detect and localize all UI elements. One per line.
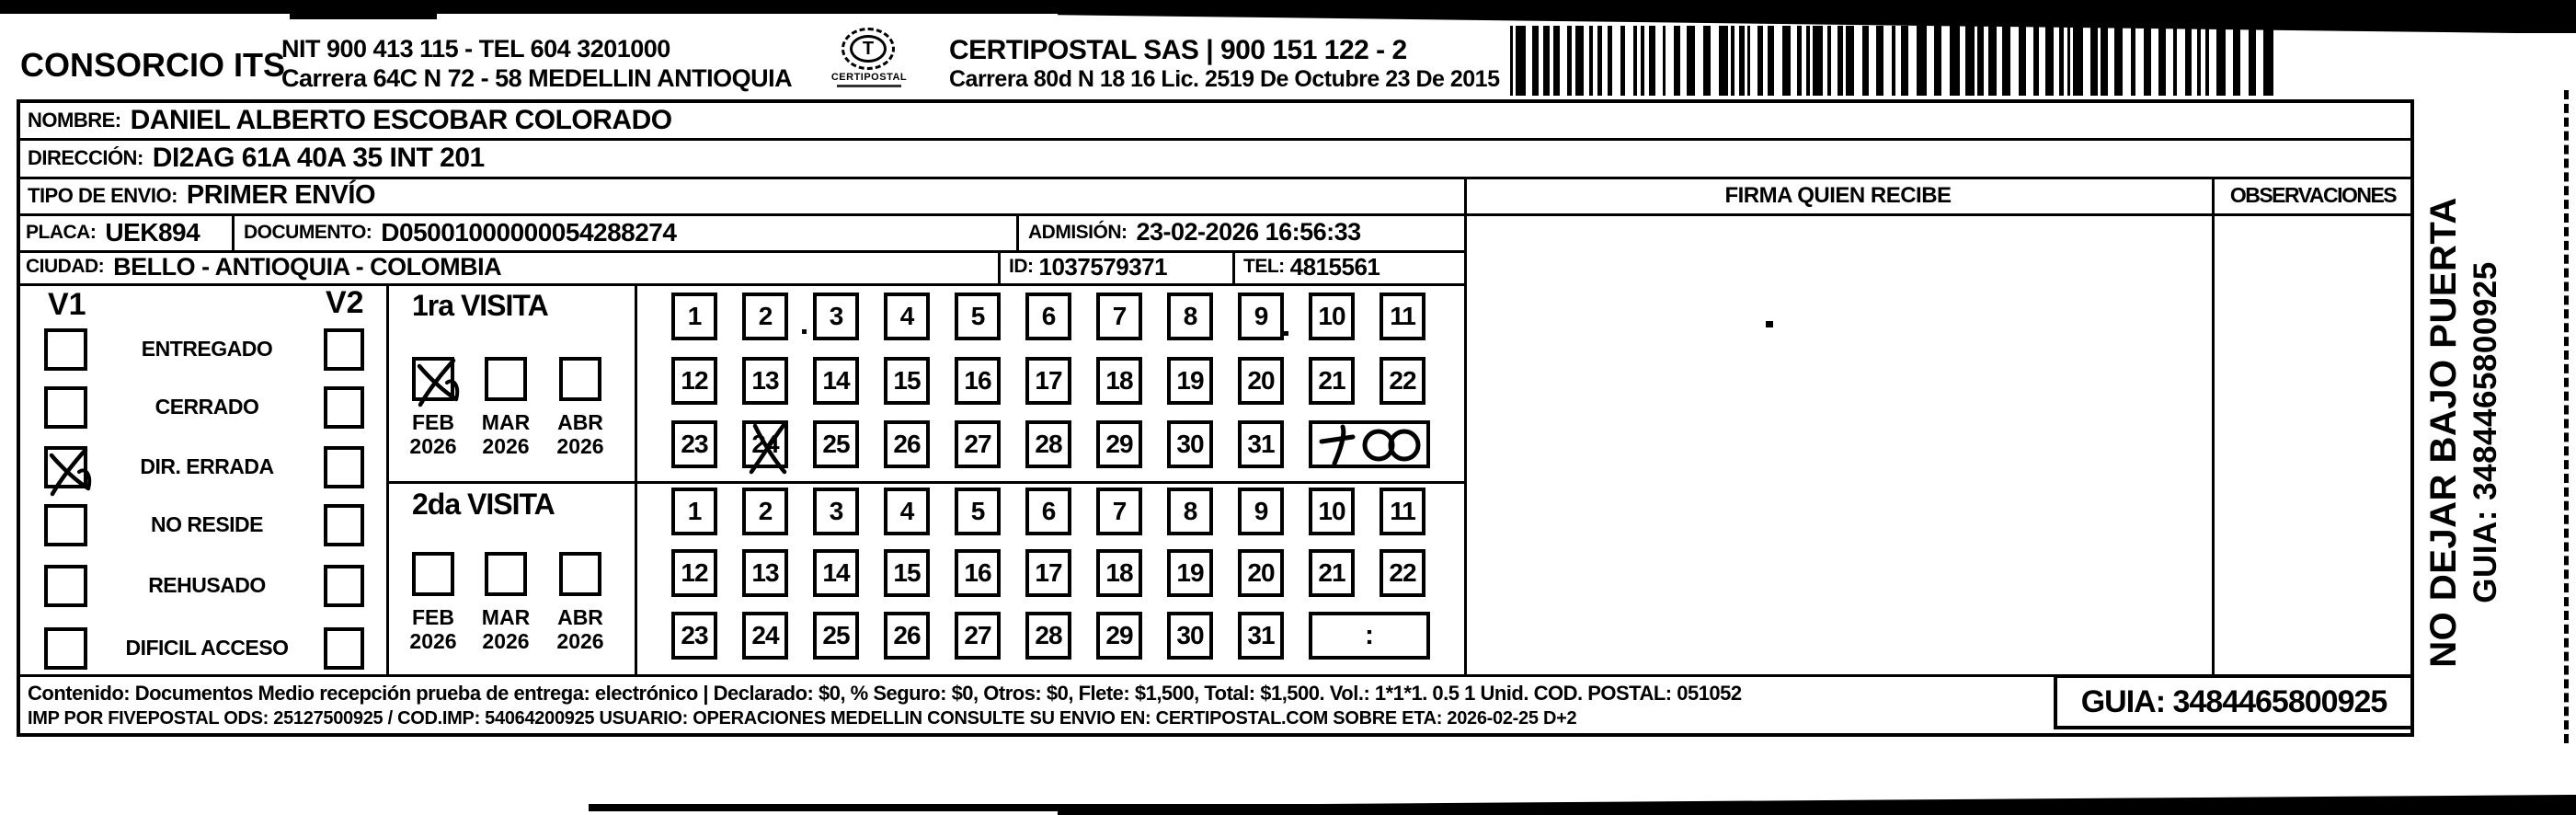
day-box: 18 bbox=[1096, 357, 1142, 405]
visit-month-checkbox bbox=[485, 357, 527, 401]
barcode-bar bbox=[2002, 26, 2010, 96]
day-box: 22 bbox=[1380, 549, 1425, 597]
day-box: 6 bbox=[1025, 488, 1071, 535]
direccion-row bbox=[28, 141, 485, 176]
day-box: 6 bbox=[1025, 293, 1071, 340]
day-box: 2 bbox=[742, 488, 788, 535]
day-box: 26 bbox=[884, 612, 930, 660]
side-note-warning: NO DEJAR BAJO PUERTA bbox=[2423, 197, 2464, 668]
visit2-title: 2da VISITA bbox=[412, 488, 555, 521]
admision-label: ADMISIÓN: bbox=[1028, 221, 1128, 243]
barcode-bar bbox=[1892, 26, 1895, 96]
logo-caption-rule bbox=[837, 85, 901, 87]
day-box: 7 bbox=[1096, 488, 1142, 535]
day-box: 31 bbox=[1238, 420, 1284, 468]
barcode-bar bbox=[2185, 26, 2192, 96]
barcode-bar bbox=[2019, 26, 2026, 96]
day-box: 30 bbox=[1167, 612, 1213, 660]
status-option-label: NO RESIDE bbox=[150, 512, 264, 536]
guia-footer-value: GUIA: 3484465800925 bbox=[2080, 683, 2387, 719]
visit-time-box bbox=[1309, 420, 1430, 468]
status-option-label: REHUSADO bbox=[148, 573, 266, 597]
table-border-bottom bbox=[17, 733, 2414, 737]
barcode-bar bbox=[1719, 26, 1728, 96]
status-option-label: DIFICIL ACCESO bbox=[125, 636, 289, 660]
barcode-bar bbox=[1703, 26, 1711, 96]
placa-label: PLACA: bbox=[26, 221, 97, 243]
status-checkbox-v1 bbox=[44, 386, 87, 429]
scan-dashed-edge bbox=[2564, 90, 2569, 743]
barcode-bar bbox=[1575, 26, 1584, 96]
barcode-bar bbox=[1827, 26, 1831, 96]
day-box: 15 bbox=[884, 357, 930, 405]
barcode-bar bbox=[1567, 26, 1572, 96]
barcode-bar bbox=[1543, 26, 1550, 96]
nombre-label: NOMBRE: bbox=[28, 109, 121, 132]
observaciones-area bbox=[2215, 216, 2410, 674]
status-checkbox-v2 bbox=[324, 504, 364, 546]
day-box: 25 bbox=[813, 420, 859, 468]
day-box: 25 bbox=[813, 612, 859, 660]
scan-artifact-bottom-bar bbox=[1058, 795, 2576, 815]
day-box: 17 bbox=[1025, 549, 1071, 597]
status-checkbox-v1 bbox=[44, 328, 87, 371]
status-checkbox-v2 bbox=[324, 386, 364, 429]
visit-month-checkbox bbox=[412, 357, 454, 401]
day-box: 19 bbox=[1167, 357, 1213, 405]
barcode-bar bbox=[1739, 26, 1745, 96]
admision-value: 23-02-2026 16:56:33 bbox=[1136, 218, 1361, 246]
day-box: 10 bbox=[1309, 293, 1355, 340]
barcode-bar bbox=[2144, 26, 2151, 96]
status-option-label: DIR. ERRADA bbox=[140, 454, 274, 478]
certipostal-logo-icon: T bbox=[841, 28, 895, 70]
firma-area bbox=[1467, 216, 2212, 674]
barcode-bar bbox=[2114, 26, 2123, 96]
barcode-bar bbox=[2045, 26, 2054, 96]
firma-header: FIRMA QUIEN RECIBE bbox=[1724, 182, 1952, 208]
barcode bbox=[1508, 26, 2272, 96]
barcode-bar bbox=[1620, 26, 1625, 96]
placa-cell bbox=[26, 215, 200, 249]
barcode-bar bbox=[2249, 26, 2256, 96]
status-option-label: ENTREGADO bbox=[141, 337, 273, 361]
visit-month-label: ABR bbox=[557, 605, 603, 629]
barcode-bar bbox=[1663, 26, 1666, 96]
v2-column-header: V2 bbox=[326, 285, 364, 320]
guia-footer-box bbox=[2054, 674, 2414, 729]
barcode-bar bbox=[1649, 26, 1655, 96]
placa-value: UEK894 bbox=[105, 217, 200, 247]
day-box: 4 bbox=[884, 293, 930, 340]
side-note-guia: GUIA: 3484465800925 bbox=[2467, 261, 2503, 603]
day-box: 24 bbox=[742, 612, 788, 660]
day-box: 8 bbox=[1167, 488, 1213, 535]
day-box: 2 bbox=[742, 293, 788, 340]
barcode-bar bbox=[1731, 26, 1735, 96]
day-box: 21 bbox=[1309, 357, 1355, 405]
barcode-bar bbox=[1641, 26, 1644, 96]
day-box: 20 bbox=[1238, 357, 1284, 405]
day-box: 18 bbox=[1096, 549, 1142, 597]
scan-speck bbox=[1284, 331, 1288, 336]
scan-speck bbox=[802, 329, 807, 334]
company-name-left: CONSORCIO ITS bbox=[20, 46, 286, 84]
time-colon: : bbox=[1365, 620, 1374, 650]
day-box: 7 bbox=[1096, 293, 1142, 340]
status-checkbox-v2 bbox=[324, 627, 364, 670]
day-box: 14 bbox=[813, 357, 859, 405]
day-box: 9 bbox=[1238, 293, 1284, 340]
day-box: 20 bbox=[1238, 549, 1284, 597]
tipo-envio-label: TIPO DE ENVIO: bbox=[28, 183, 177, 207]
barcode-bar bbox=[1965, 26, 1975, 96]
direccion-label: DIRECCIÓN: bbox=[28, 146, 143, 169]
visit1-title: 1ra VISITA bbox=[412, 289, 548, 322]
day-box: 15 bbox=[884, 549, 930, 597]
visit-month-label: FEB bbox=[412, 605, 454, 629]
visit-month-label: ABR bbox=[557, 410, 603, 434]
status-checkbox-v1 bbox=[44, 627, 87, 670]
scan-speck bbox=[1766, 321, 1773, 327]
day-box: 13 bbox=[742, 357, 788, 405]
status-option-label: CERRADO bbox=[155, 395, 259, 419]
day-box: 29 bbox=[1096, 612, 1142, 660]
header-address-line: Carrera 64C N 72 - 58 MEDELLIN ANTIOQUIA bbox=[281, 64, 793, 92]
barcode-bar bbox=[1950, 26, 1960, 96]
day-box: 1 bbox=[671, 293, 717, 340]
barcode-bar bbox=[1917, 26, 1927, 96]
id-label: ID: bbox=[1009, 256, 1034, 277]
visit-month-checkbox bbox=[412, 552, 454, 596]
day-box: 26 bbox=[884, 420, 930, 468]
v1-column-header: V1 bbox=[48, 287, 86, 322]
barcode-bar bbox=[1797, 26, 1802, 96]
barcode-bar bbox=[2033, 26, 2039, 96]
status-checkbox-v2 bbox=[324, 328, 364, 371]
barcode-bar bbox=[2090, 26, 2098, 96]
day-box: 24 bbox=[742, 420, 788, 468]
status-checkbox-v1 bbox=[44, 446, 87, 488]
visit-month-year: 2026 bbox=[482, 629, 530, 653]
day-box: 5 bbox=[955, 488, 1001, 535]
documento-value: D05001000000054288274 bbox=[381, 217, 677, 247]
logo-caption: CERTIPOSTAL bbox=[830, 72, 908, 83]
day-box: 10 bbox=[1309, 488, 1355, 535]
day-box: 31 bbox=[1238, 612, 1284, 660]
day-box: 30 bbox=[1167, 420, 1213, 468]
day-box: 16 bbox=[955, 357, 1001, 405]
day-box: 28 bbox=[1025, 420, 1071, 468]
documento-label: DOCUMENTO: bbox=[244, 221, 372, 243]
barcode-bar bbox=[1838, 26, 1843, 96]
barcode-bar bbox=[1813, 26, 1823, 96]
barcode-bar bbox=[2263, 26, 2273, 96]
ciudad-label: CIUDAD: bbox=[26, 256, 105, 277]
day-box: 1 bbox=[671, 488, 717, 535]
barcode-bar bbox=[1901, 26, 1908, 96]
visit-month-year: 2026 bbox=[556, 629, 604, 653]
day-box: 4 bbox=[884, 488, 930, 535]
visit-month-label: FEB bbox=[412, 410, 454, 434]
nombre-value: DANIEL ALBERTO ESCOBAR COLORADO bbox=[130, 105, 672, 135]
visit-month-label: MAR bbox=[481, 410, 531, 434]
day-box: 3 bbox=[813, 293, 859, 340]
day-box: 19 bbox=[1167, 549, 1213, 597]
visit-month-label: MAR bbox=[481, 605, 531, 629]
status-checkbox-v1 bbox=[44, 565, 87, 607]
barcode-bar bbox=[2059, 26, 2064, 96]
day-box: 21 bbox=[1309, 549, 1355, 597]
day-box: 17 bbox=[1025, 357, 1071, 405]
barcode-bar bbox=[1674, 26, 1680, 96]
barcode-bar bbox=[2197, 26, 2201, 96]
status-checkbox-v1 bbox=[44, 504, 87, 546]
visit-month-year: 2026 bbox=[409, 629, 457, 653]
visit-time-box bbox=[1309, 612, 1430, 660]
barcode-bar bbox=[1597, 26, 1602, 96]
id-value: 1037579371 bbox=[1038, 252, 1168, 281]
barcode-bar bbox=[1553, 26, 1560, 96]
day-box: 27 bbox=[955, 420, 1001, 468]
barcode-bar bbox=[1988, 26, 1997, 96]
barcode-bar bbox=[2233, 26, 2240, 96]
status-checkbox-v2 bbox=[324, 565, 364, 607]
observaciones-header: OBSERVACIONES bbox=[2229, 183, 2397, 207]
scan-artifact-blob bbox=[290, 11, 437, 19]
nombre-row bbox=[28, 103, 672, 138]
day-box: 23 bbox=[671, 612, 717, 660]
barcode-bar bbox=[1757, 26, 1763, 96]
day-box: 28 bbox=[1025, 612, 1071, 660]
status-section bbox=[20, 283, 386, 674]
barcode-bar bbox=[1846, 26, 1854, 96]
barcode-bar bbox=[1633, 26, 1637, 96]
barcode-bar bbox=[1977, 26, 1984, 96]
barcode-bar bbox=[2101, 26, 2108, 96]
barcode-bar bbox=[1806, 26, 1810, 96]
day-box: 27 bbox=[955, 612, 1001, 660]
company-name-right: CERTIPOSTAL SAS | 900 151 122 - 2 bbox=[949, 35, 1407, 65]
ciudad-value: BELLO - ANTIOQUIA - COLOMBIA bbox=[113, 252, 502, 281]
visit-month-year: 2026 bbox=[409, 434, 457, 458]
visit-month-checkbox bbox=[559, 552, 601, 596]
tipo-envio-row bbox=[28, 178, 375, 212]
barcode-bar bbox=[2173, 26, 2177, 96]
barcode-bar bbox=[2073, 26, 2083, 96]
barcode-bar bbox=[2216, 26, 2226, 96]
barcode-bar bbox=[1687, 26, 1695, 96]
tel-label: TEL: bbox=[1243, 256, 1285, 277]
day-box: 12 bbox=[671, 549, 717, 597]
footer-content-line: Contenido: Documentos Medio recepción prueba de entrega: electrónico | Declarado: $0, % Seguro: $0, Otros: $0, Flete: $1,500, Total: $1,500. Vol.: 1*1*1. 0.5 1 Unid. COD. POSTAL: 051052 bbox=[28, 682, 1742, 705]
day-box: 14 bbox=[813, 549, 859, 597]
day-box: 16 bbox=[955, 549, 1001, 597]
barcode-bar bbox=[1934, 26, 1941, 96]
barcode-bar bbox=[1768, 26, 1774, 96]
barcode-bar bbox=[2158, 26, 2166, 96]
direccion-value: DI2AG 61A 40A 35 INT 201 bbox=[152, 143, 485, 173]
barcode-bar bbox=[1516, 26, 1526, 96]
visit-month-year: 2026 bbox=[482, 434, 530, 458]
day-box: 11 bbox=[1380, 488, 1425, 535]
day-box: 23 bbox=[671, 420, 717, 468]
barcode-bar bbox=[1747, 26, 1750, 96]
tel-value: 4815561 bbox=[1289, 252, 1380, 281]
barcode-bar bbox=[1589, 26, 1593, 96]
visit-month-checkbox bbox=[559, 357, 601, 401]
admision-cell bbox=[1028, 215, 1361, 249]
barcode-bar bbox=[1608, 26, 1612, 96]
barcode-bar bbox=[1782, 26, 1791, 96]
day-box: 29 bbox=[1096, 420, 1142, 468]
visit-month-year: 2026 bbox=[556, 434, 604, 458]
header-nit-line: NIT 900 413 115 - TEL 604 3201000 bbox=[281, 35, 670, 63]
barcode-bar bbox=[1876, 26, 1883, 96]
day-box: 5 bbox=[955, 293, 1001, 340]
day-box: 8 bbox=[1167, 293, 1213, 340]
documento-cell bbox=[244, 215, 676, 249]
day-box: 22 bbox=[1380, 357, 1425, 405]
barcode-bar bbox=[2067, 26, 2070, 96]
day-box: 9 bbox=[1238, 488, 1284, 535]
barcode-bar bbox=[1862, 26, 1869, 96]
visit-month-checkbox bbox=[485, 552, 527, 596]
barcode-bar bbox=[2205, 26, 2209, 96]
barcode-bar bbox=[1532, 26, 1539, 96]
barcode-bar bbox=[2131, 26, 2135, 96]
ciudad-cell bbox=[26, 251, 501, 282]
id-cell bbox=[1009, 251, 1167, 282]
status-checkbox-v2 bbox=[324, 446, 364, 488]
header-license-line: Carrera 80d N 18 16 Lic. 2519 De Octubre 23 De 2015 bbox=[949, 66, 1500, 92]
day-box: 11 bbox=[1380, 293, 1425, 340]
footer-imp-line: IMP POR FIVEPOSTAL ODS: 25127500925 / COD.IMP: 54064200925 USUARIO: OPERACIONES MEDELLIN CONSULTE SU ENVIO EN: CERTIPOSTAL.COM SOBRE ETA: 2026-02-25 D+2 bbox=[28, 708, 1577, 729]
tel-cell bbox=[1243, 251, 1380, 282]
day-box: 12 bbox=[671, 357, 717, 405]
tipo-envio-value: PRIMER ENVÍO bbox=[186, 180, 376, 210]
side-note bbox=[2413, 129, 2514, 736]
day-box: 3 bbox=[813, 488, 859, 535]
barcode-bar bbox=[1510, 26, 1513, 96]
day-box: 13 bbox=[742, 549, 788, 597]
